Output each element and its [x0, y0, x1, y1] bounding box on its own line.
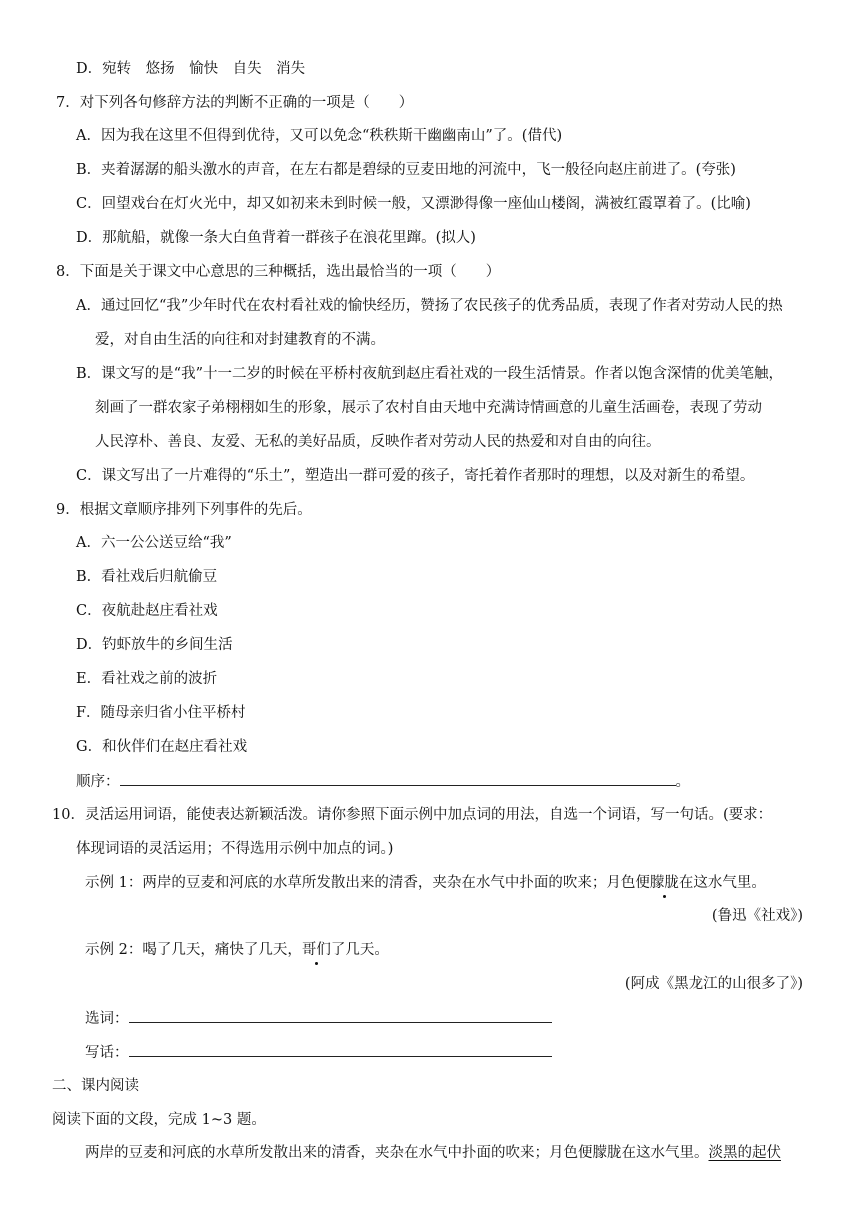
q8-option-a-line2: 爱，对自由生活的向往和对封建教育的不满。	[95, 332, 385, 348]
section2-instruction: 阅读下面的文段，完成 1~3 题。	[52, 1112, 266, 1128]
q9-order-blank[interactable]	[120, 771, 676, 786]
q6-option-d: D．宛转 悠扬 愉快 自失 消失	[76, 61, 306, 77]
q10-example2	[85, 940, 389, 960]
section2-passage-line1	[85, 1143, 781, 1163]
q9-stem: 9．根据文章顺序排列下列事件的先后。	[56, 502, 312, 518]
q8-option-b-line3: 人民淳朴、善良、友爱、无私的美好品质，反映作者对劳动人民的热爱和对自由的向往。	[95, 434, 661, 450]
q9-order-line	[76, 771, 690, 792]
q7-stem: 7．对下列各句修辞方法的判断不正确的一项是（ ）	[56, 95, 414, 111]
q10-example1	[85, 873, 766, 893]
q8-option-b-line1: B．课文写的是“我”十一二岁的时候在平桥村夜航到赵庄看社戏的一段生活情景。作者以饱含深情的优美笔触，	[76, 366, 783, 382]
q9-order-end: 。	[675, 774, 690, 790]
q10-example2-dotted-word: 哥们	[301, 942, 331, 958]
q7-option-c: C．回望戏台在灯火光中，却又如初来未到时候一般，又漂渺得像一座仙山楼阁，满被红霞罩着了。(比喻)	[76, 196, 751, 212]
q9-event-g: G．和伙伴们在赵庄看社戏	[76, 739, 248, 755]
q10-example1-dotted-word: 朦胧	[649, 875, 679, 891]
q9-event-d: D．钓虾放牛的乡间生活	[76, 637, 233, 653]
q10-word-label: 选词：	[85, 1011, 129, 1027]
q9-order-label: 顺序：	[76, 774, 120, 790]
q10-sentence-blank[interactable]	[129, 1042, 552, 1057]
q10-sentence-line	[85, 1042, 552, 1063]
q7-option-d: D．那航船，就像一条大白鱼背着一群孩子在浪花里蹿。(拟人)	[76, 230, 476, 246]
section2-heading: 二、课内阅读	[52, 1078, 139, 1094]
q10-word-blank[interactable]	[129, 1008, 552, 1023]
q8-stem: 8．下面是关于课文中心意思的三种概括，选出最恰当的一项（ ）	[56, 264, 501, 280]
section2-passage-text: 两岸的豆麦和河底的水草所发散出来的清香，夹杂在水气中扑面的吹来；月色便朦胧在这水气里。	[85, 1145, 709, 1161]
q10-word-line	[85, 1008, 552, 1029]
q10-example1-source: (鲁迅《社戏》)	[711, 908, 803, 924]
q9-event-e: E．看社戏之前的波折	[76, 671, 218, 687]
q9-event-b: B．看社戏后归航偷豆	[76, 569, 218, 585]
q8-option-a-line1: A．通过回忆“我”少年时代在农村看社戏的愉快经历，赞扬了农民孩子的优秀品质，表现了作者对劳动人民的热	[76, 298, 783, 314]
q8-option-b-line2: 刻画了一群农家子弟栩栩如生的形象，展示了农村自由天地中充满诗情画意的儿童生活画卷，表现了劳动	[95, 400, 762, 416]
q10-example2-source: (阿成《黑龙江的山很多了》)	[624, 976, 803, 992]
q7-option-a: A．因为我在这里不但得到优待，又可以免念“秩秩斯干幽幽南山”了。(借代)	[76, 128, 563, 144]
q7-option-b: B．夹着潺潺的船头激水的声音，在左右都是碧绿的豆麦田地的河流中，飞一般径向赵庄前进了。(夸张)	[76, 162, 736, 178]
q9-event-c: C．夜航赴赵庄看社戏	[76, 603, 218, 619]
q10-stem-line1: 10．灵活运用词语，能使表达新颖活泼。请你参照下面示例中加点词的用法，自选一个词语，写一句话。(要求：	[52, 807, 773, 823]
section2-passage-underlined: 淡黑的起伏	[708, 1145, 781, 1161]
q8-option-c: C．课文写出了一片难得的“乐土”，塑造出一群可爱的孩子，寄托着作者那时的理想，以及对新生的希望。	[76, 468, 755, 484]
q10-stem-line2: 体现词语的灵活运用；不得选用示例中加点的词。)	[76, 841, 394, 857]
q10-example2-post: 了几天。	[330, 942, 389, 958]
q10-example2-pre: 示例 2：喝了几天，痛快了几天，	[85, 942, 302, 958]
q10-example1-pre: 示例 1：两岸的豆麦和河底的水草所发散出来的清香，夹杂在水气中扑面的吹来；月色便	[85, 875, 650, 891]
q10-sentence-label: 写话：	[85, 1045, 129, 1061]
q9-event-f: F．随母亲归省小住平桥村	[76, 705, 246, 721]
q9-event-a: A．六一公公送豆给“我”	[76, 535, 232, 551]
q10-example1-post: 在这水气里。	[678, 875, 766, 891]
